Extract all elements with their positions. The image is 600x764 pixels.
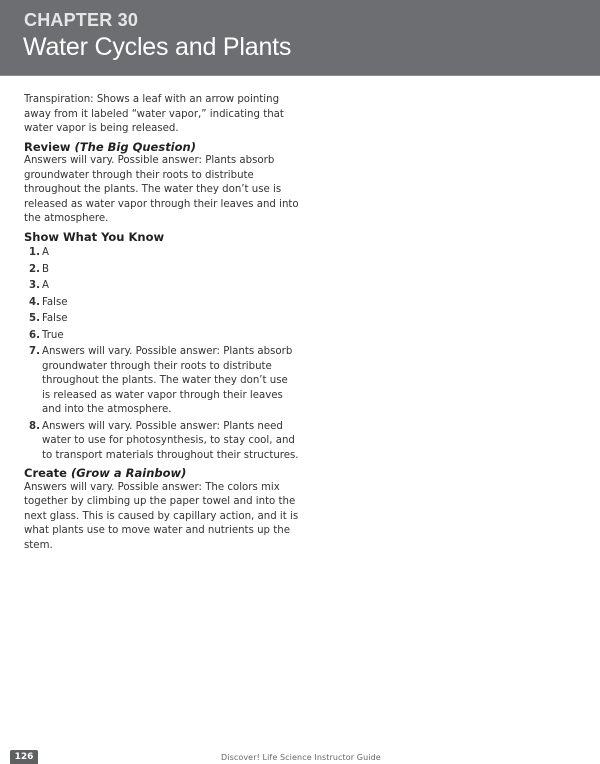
answer-list bbox=[24, 246, 299, 463]
answer-key-content bbox=[24, 93, 299, 553]
item-number: 7. bbox=[29, 346, 40, 357]
review-answer: Answers will vary. Possible answer: Plants absorb groundwater through their roots to distribute throughout the plants. The water they don’t use is released as water vapor through their leaves and into the atmosphere. bbox=[24, 155, 299, 224]
item-text: False bbox=[42, 296, 68, 308]
item-text: B bbox=[42, 263, 49, 275]
book-title-footer: Discover! Life Science Instructor Guide bbox=[221, 753, 381, 762]
item-number: 8. bbox=[29, 420, 40, 432]
create-answer: Answers will vary. Possible answer: The colors mix together by climbing up the paper towel and into the next glass. This is caused by capillary action, and it is what plants use to move water and nutrients up the stem. bbox=[24, 481, 299, 551]
item-number: 3. bbox=[29, 280, 40, 291]
list-item bbox=[24, 345, 299, 418]
create-heading-label: Create bbox=[24, 466, 67, 480]
list-item bbox=[24, 263, 299, 278]
list-item bbox=[24, 279, 299, 294]
create-subheading: (Grow a Rainbow) bbox=[70, 466, 187, 480]
chapter-title: Water Cycles and Plants bbox=[23, 33, 292, 61]
chapter-header bbox=[0, 0, 600, 76]
list-item bbox=[24, 246, 299, 261]
item-number: 6. bbox=[29, 329, 40, 341]
chapter-number: CHAPTER 30 bbox=[24, 10, 139, 30]
item-text: A bbox=[42, 247, 49, 258]
review-heading-label: Review bbox=[24, 139, 71, 154]
review-subheading: (The Big Question) bbox=[74, 139, 196, 154]
item-number: 4. bbox=[29, 296, 40, 308]
item-number: 5. bbox=[29, 313, 40, 324]
review-heading bbox=[24, 140, 299, 155]
list-item bbox=[24, 296, 299, 311]
item-text: True bbox=[42, 329, 64, 341]
item-text: Answers will vary. Possible answer: Plants need water to use for photosynthesis, to stay cool, and to transport materials throughout their structures. bbox=[42, 420, 299, 461]
page-number: 126 bbox=[10, 750, 38, 764]
item-text: Answers will vary. Possible answer: Plants absorb groundwater through their roots to distribute throughout the plants. The water they don’t use is released as water vapor through their leaves and into the atmosphere. bbox=[42, 346, 293, 415]
list-item bbox=[24, 420, 299, 464]
list-item bbox=[24, 312, 299, 327]
transpiration-paragraph: Transpiration: Shows a leaf with an arrow pointing away from it labeled “water vapor,” indicating that water vapor is being released. bbox=[24, 94, 284, 134]
item-number: 1. bbox=[29, 247, 40, 258]
list-item bbox=[24, 329, 299, 344]
item-text: A bbox=[42, 280, 49, 291]
show-what-you-know-heading: Show What You Know bbox=[24, 229, 165, 244]
item-number: 2. bbox=[29, 263, 40, 275]
create-heading bbox=[24, 466, 299, 481]
item-text: False bbox=[42, 313, 68, 324]
